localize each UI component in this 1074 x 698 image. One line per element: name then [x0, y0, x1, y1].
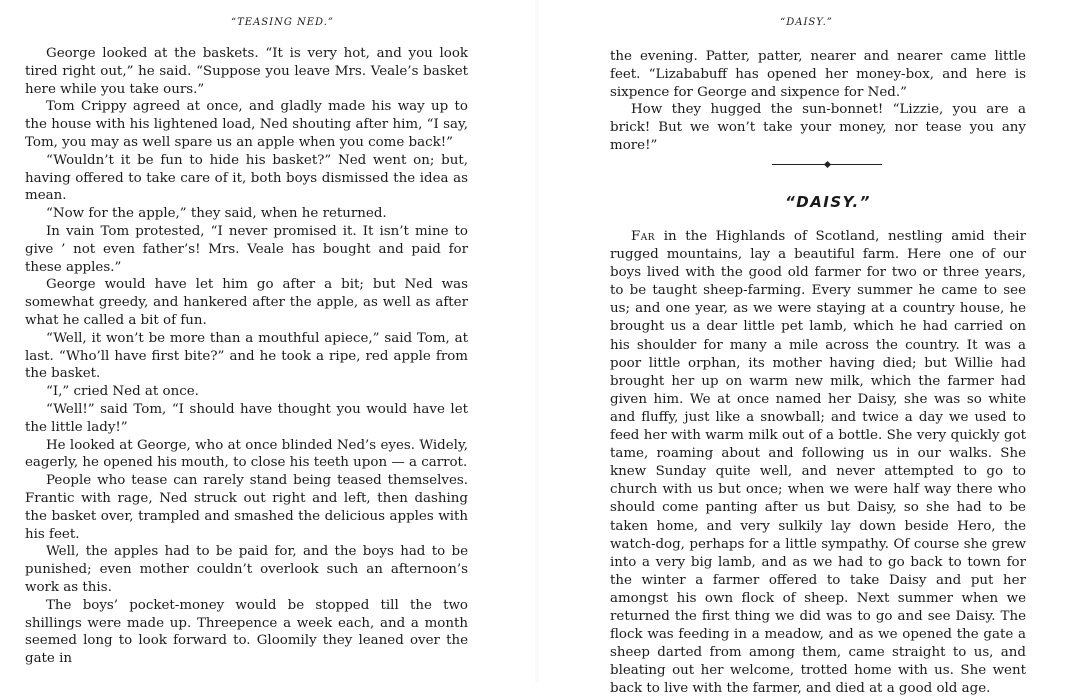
- paragraph: In vain Tom protested, “I never promised it. It isn’t mine to give ’ not even father’s! Mrs. Veale has bought and paid for these apples.”: [25, 223, 468, 275]
- paragraph: Well, the apples had to be paid for, and the boys had to be punished; even mother couldn’t overlook such an afternoon’s work as this.: [25, 544, 468, 595]
- paragraph: The boys’ pocket-money would be stopped till the two shillings were made up. Threepence a week each, and a month seemed long to look forward to. Gloomily they leaned over the gate in: [25, 597, 468, 667]
- paragraph: He looked at George, who at once blinded Ned’s eyes. Widely, eagerly, he opened his mouth, to close his teeth upon — a carrot.: [25, 437, 468, 471]
- right-page: [539, 0, 1074, 697]
- paragraph: the evening. Patter, patter, nearer and nearer came little feet. “Lizababuff has opened her money-box, and here is sixpence for George and sixpence for Ned.”: [610, 49, 1026, 100]
- paragraph: “Wouldn’t it be fun to hide his basket?” Ned went on; but, having offered to take care of it, both boys dismissed the idea as mean.: [25, 152, 468, 204]
- divider-ornament-icon: [824, 161, 831, 168]
- paragraph: “Now for the apple,” they said, when he returned.: [46, 206, 387, 222]
- left-page-body: [25, 45, 468, 668]
- running-head-right: “DAISY.”: [780, 17, 833, 28]
- paragraph: “I,” cried Ned at once.: [46, 384, 199, 400]
- paragraph: Tom Crippy agreed at once, and gladly made his way up to the house with his lightened load, Ned shouting after him, “I say, Tom, you may as well spare us an apple when you come back!”: [25, 99, 468, 150]
- story-text: in the Highlands of Scotland, nestling amid their rugged mountains, lay a beautiful farm. Here one of our boys lived with the good old farmer for two or three years, to be taught sheep-farming. Every summer he came to see us; and one year, as we were staying at a country house, he brought us a dear little pet lamb, which he had carried on his shoulder for many a mile across the country. It was a poor little orphan, its mother having died; but Willie had brought her up on warm new milk, which the farmer had given him. We at once named her Daisy, she was so white and fluffy, just like a snowball; and twice a day we used to feed her with warm milk out of a bottle. She very quickly got tame, roaming about and following us in our walks. She knew Sunday quite well, and never attempted to go to church with us but once; when we were half way there who should come panting after us but Daisy, so she had to be taken home, and very sulkily lay down beside Hero, the watch-dog, perhaps for a little sympathy. Of course she grew into a very big lamb, and as we had to go back to town for the winter a farmer offered to take Daisy and put her amongst his own flock of sheep. Next summer when we returned the first thing we did was to go and see Daisy. The flock was feeding in a meadow, and as we opened the gate a sheep darted from among them, came straight to us, and bleating out her welcome, trotted home with us. She went back to live with the farmer, and died at a good old age.: [610, 229, 1026, 697]
- paragraph: “Well, it won’t be more than a mouthful apiece,” said Tom, at last. “Who’ll have first bite?” and he took a ripe, red apple from the basket.: [25, 330, 468, 382]
- paragraph: How they hugged the sun-bonnet! “Lizzie, you are a brick! But we won’t take your money, nor tease you any more!”: [610, 102, 1026, 153]
- left-page: [0, 0, 535, 682]
- story-body: [610, 228, 1026, 698]
- opening-word: Far: [631, 229, 656, 244]
- paragraph: People who tease can rarely stand being teased themselves. Frantic with rage, Ned struck out right and left, then dashing the basket over, trampled and smashed the delicious apples with his feet.: [25, 473, 468, 542]
- right-page-continuation: [610, 48, 1026, 155]
- paragraph: George looked at the baskets. “It is very hot, and you look tired right out,” he said. “Suppose you leave Mrs. Veale’s basket here while you take ours.”: [25, 46, 468, 97]
- paragraph: [610, 228, 1026, 698]
- running-head-left: “TEASING NED.”: [230, 17, 335, 28]
- story-title: “DAISY.”: [785, 193, 871, 211]
- paragraph: “Well!” said Tom, “I should have thought you would have let the little lady!”: [25, 401, 468, 435]
- paragraph: George would have let him go after a bit; but Ned was somewhat greedy, and hankered after the apple, as well as after what he called a bit of fun.: [25, 277, 468, 328]
